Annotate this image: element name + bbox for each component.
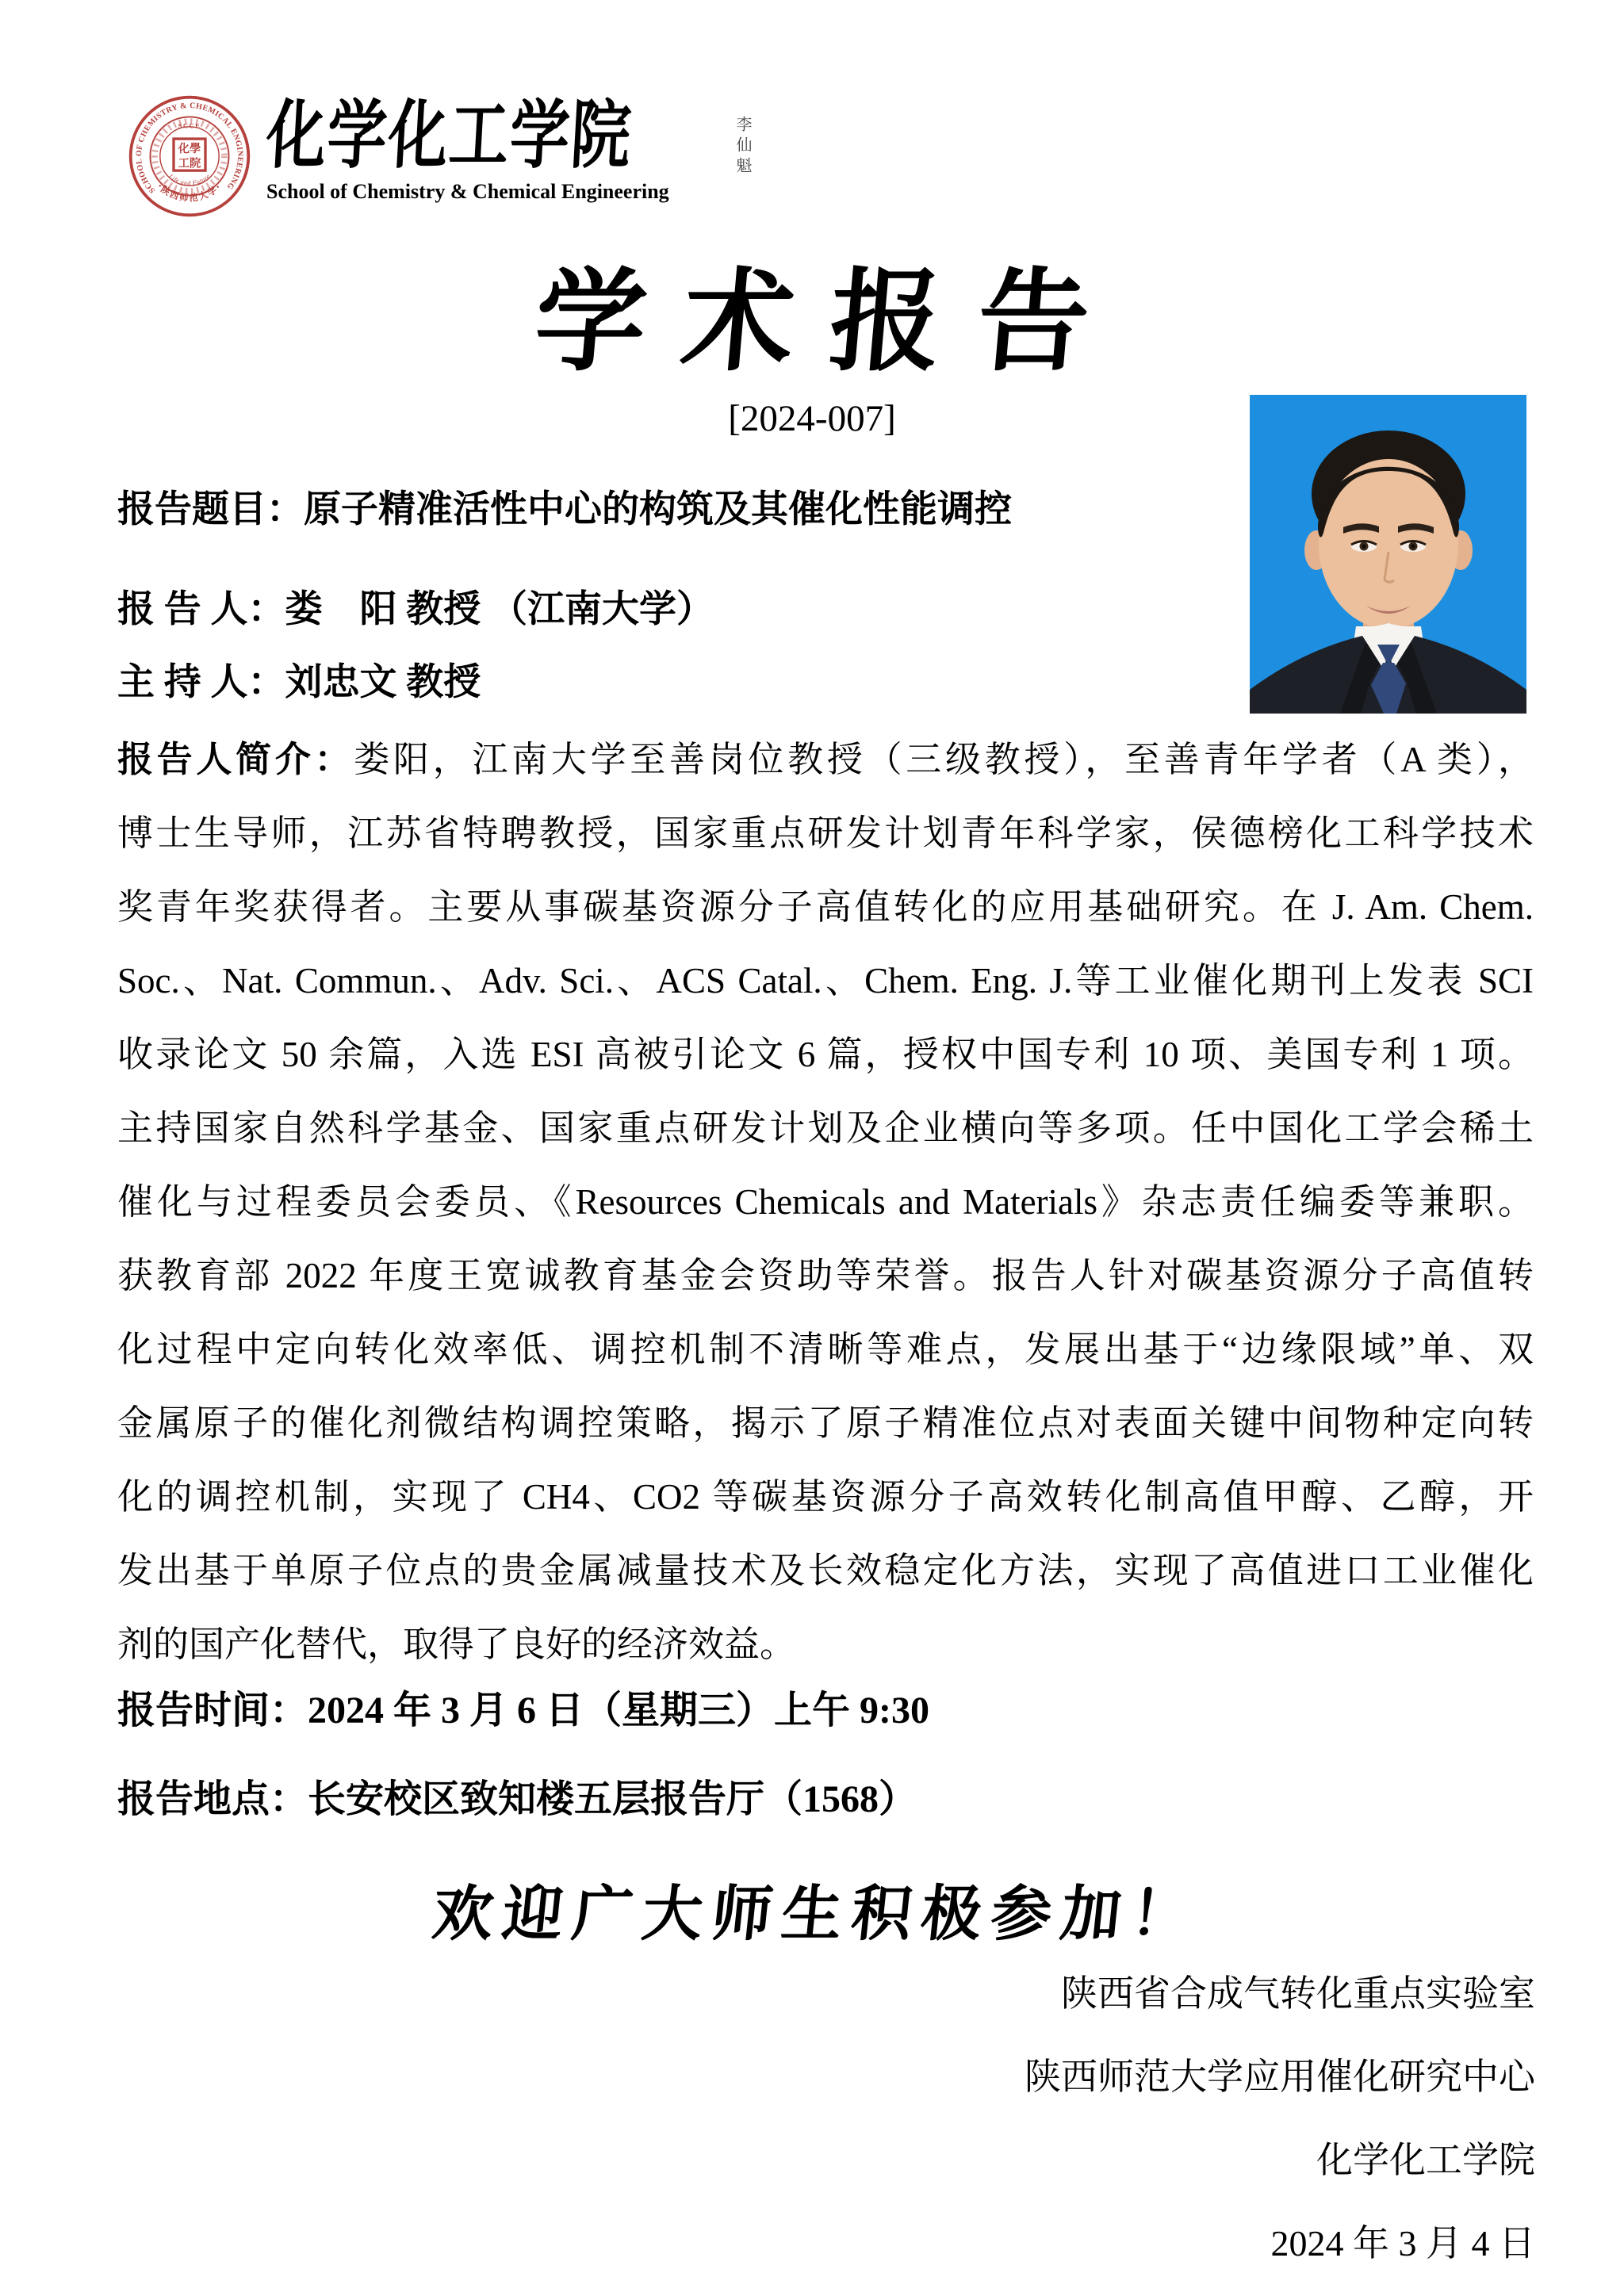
footer-center-line: 陕西师范大学应用催化研究中心 <box>1025 2057 1535 2097</box>
bio-line: 化的调控机制，实现了 CH4、CO2 等碳基资源分子高效转化制高值甲醇、乙醇，开 <box>117 1477 1534 1517</box>
speaker-portrait-illustration <box>1250 395 1526 714</box>
school-logo <box>125 92 754 220</box>
footer-lab-line: 陕西省合成气转化重点实验室 <box>1061 1973 1535 2014</box>
bio-line: 奖青年奖获得者。主要从事碳基资源分子高值转化的应用基础研究。在 J. Am. Chem. <box>117 887 1534 927</box>
footer-date-line: 2024 年 3 月 4 日 <box>1270 2223 1535 2263</box>
bio-line: 催化与过程委员会委员、《Resources Chemicals and Materials》杂志责任编委等兼职。 <box>117 1182 1534 1222</box>
speaker-line: 报 告 人：娄 阳 教授 （江南大学） <box>117 589 714 630</box>
footer-school-line: 化学化工学院 <box>1316 2140 1535 2180</box>
seal-motto: Life and Future <box>167 172 212 187</box>
bio-line: Soc.、Nat. Commun.、Adv. Sci.、ACS Catal.、Chem. Eng. J.等工业催化期刊上发表 SCI <box>117 961 1534 1001</box>
school-name-chinese: 化学化工学院 <box>263 92 634 179</box>
bio-intro-label: 报告人简介： <box>117 740 354 779</box>
seal-abbr: SCCE <box>178 121 201 130</box>
bio-line: 博士生导师，江苏省特聘教授，国家重点研发计划青年科学家，侯德榜化工科学技术 <box>117 813 1534 853</box>
school-seal-icon <box>125 92 254 220</box>
bio-line: 剂的国产化替代，取得了良好的经济效益。 <box>117 1624 796 1664</box>
report-location-line: 报告地点：长安校区致知楼五层报告厅（1568） <box>117 1778 917 1820</box>
seal-ring-text: SCHOOL OF CHEMISTRY & CHEMICAL ENGINEERING <box>134 101 245 195</box>
bio-line: 获教育部 2022 年度王宽诚教育基金会资助等荣誉。报告人针对碳基资源分子高值转 <box>117 1256 1534 1295</box>
seal-center-emblem-top: 化學 <box>178 143 201 156</box>
report-time-line: 报告时间：2024 年 3 月 6 日（星期三）上午 9:30 <box>117 1689 929 1732</box>
footer-signature-block <box>1025 1952 1535 2285</box>
lecture-number: [2024-007] <box>728 398 896 439</box>
bio-first-line: 娄阳，江南大学至善岗位教授（三级教授），至善青年学者（A 类）， <box>354 740 1534 779</box>
welcome-calligraphy: 欢迎广大师生积极参加！ <box>429 1878 1205 1949</box>
school-name-english: School of Chemistry & Chemical Engineering <box>266 179 669 203</box>
bio-line: 收录论文 50 余篇，入选 ESI 高被引论文 6 篇，授权中国专利 10 项、美国专利 1 项。 <box>117 1035 1534 1074</box>
bio-line <box>117 723 1534 797</box>
svg-text:Life and Future <box>167 172 212 187</box>
lecture-title-calligraphy: 学术报告 <box>529 257 1132 387</box>
seal-university-text: ·陕西师范大学· <box>155 180 224 204</box>
bio-section <box>117 723 1534 1682</box>
bio-line: 发出基于单原子位点的贵金属减量技术及长效稳定化方法，实现了高值进口工业催化 <box>117 1551 1534 1590</box>
host-line: 主 持 人：刘忠文 教授 <box>117 662 481 703</box>
bio-line: 金属原子的催化剂微结构调控策略，揭示了原子精准位点对表面关键中间物种定向转 <box>117 1403 1534 1443</box>
report-topic-line: 报告题目：原子精准活性中心的构筑及其催化性能调控 <box>117 489 1012 530</box>
calligrapher-signature: 李仙魁 <box>733 116 752 178</box>
bio-line: 主持国家自然科学基金、国家重点研发计划及企业横向等多项。任中国化工学会稀土 <box>117 1108 1534 1148</box>
seal-center-emblem-bottom: 工院 <box>178 157 201 170</box>
speaker-photo <box>1250 395 1526 714</box>
bio-line: 化过程中定向转化效率低、调控机制不清晰等难点，发展出基于“边缘限域”单、双 <box>117 1330 1534 1369</box>
